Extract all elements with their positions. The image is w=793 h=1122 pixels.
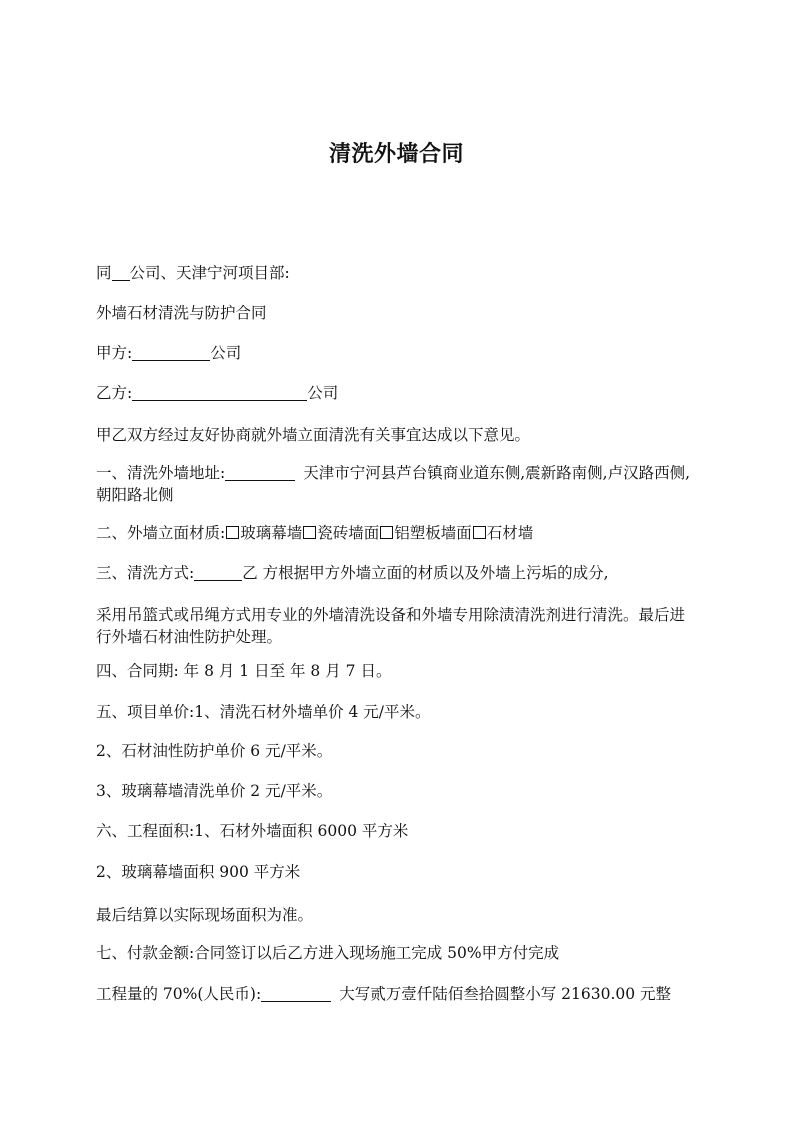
party-a-label: 甲方: — [96, 344, 133, 362]
section-3-continuation: 采用吊篮式或吊绳方式用专业的外墙清洗设备和外墙专用除渍清洗剂进行清洗。最后进行外墙石材油性防护处理。 — [96, 606, 686, 646]
addressee-suffix: 公司、天津宁河项目部: — [129, 264, 290, 282]
section-5-item-2: 2、石材油性防护单价 6 元/平米。 — [96, 742, 333, 760]
party-b-line — [96, 382, 696, 404]
addressee-line — [96, 262, 696, 284]
section-4: 四、合同期: 年 8 月 1 日至 年 8 月 7 日。 — [96, 662, 392, 680]
section-2 — [96, 522, 696, 544]
section-2-label: 二、外墙立面材质: — [96, 524, 226, 542]
section-1 — [96, 462, 696, 506]
intro-text: 甲乙双方经过友好协商就外墙立面清洗有关事宜达成以下意见。 — [96, 426, 531, 444]
option-tile: 瓷砖墙面 — [317, 524, 380, 542]
party-a-blank — [132, 344, 210, 361]
section-3-text: 乙 方根据甲方外墙立面的材质以及外墙上污垢的成分, — [242, 564, 609, 582]
option-aluminum: 铝塑板墙面 — [394, 524, 472, 542]
section-6-item-2: 2、玻璃幕墙面积 900 平方米 — [96, 863, 301, 881]
contract-subtitle: 外墙石材清洗与防护合同 — [96, 304, 267, 322]
section-7: 七、付款金额:合同签订以后乙方进入现场施工完成 50%甲方付完成 — [96, 944, 560, 962]
checkbox-glass — [226, 526, 239, 539]
checkbox-tile — [303, 526, 316, 539]
party-b-blank — [132, 384, 307, 401]
document-title: 清洗外墙合同 — [328, 142, 464, 167]
section-7-blank — [261, 985, 331, 1002]
party-b-suffix: 公司 — [307, 384, 339, 402]
checkbox-aluminum — [380, 526, 393, 539]
addressee-blank — [112, 264, 130, 281]
option-glass: 玻璃幕墙 — [240, 524, 303, 542]
section-3 — [96, 562, 696, 584]
option-stone: 石材墙 — [486, 524, 534, 542]
section-5-item-3: 3、玻璃幕墙清洗单价 2 元/平米。 — [96, 782, 333, 800]
section-1-text: 天津市宁河县芦台镇商业道东侧,震新路南侧,卢汉路西侧,朝阳路北侧 — [96, 464, 691, 504]
section-3-blank — [194, 564, 242, 581]
final-note: 最后结算以实际现场面积为准。 — [96, 906, 314, 924]
checkbox-stone — [473, 526, 486, 539]
party-b-label: 乙方: — [96, 384, 133, 402]
addressee-prefix: 同 — [96, 264, 112, 282]
section-7-continuation — [96, 983, 696, 1005]
section-6: 六、工程面积:1、石材外墙面积 6000 平方米 — [96, 822, 409, 840]
section-1-blank — [225, 464, 295, 481]
section-7-cont-text: 大写贰万壹仟陆佰叁拾圆整小写 21630.00 元整 — [339, 985, 672, 1003]
section-7-cont-label: 工程量的 70%(人民币): — [96, 985, 262, 1003]
section-1-label: 一、清洗外墙地址: — [96, 464, 226, 482]
section-3-label: 三、清洗方式: — [96, 564, 195, 582]
party-a-line — [96, 342, 696, 364]
party-a-suffix: 公司 — [210, 344, 242, 362]
section-5: 五、项目单价:1、清洗石材外墙单价 4 元/平米。 — [96, 703, 431, 721]
